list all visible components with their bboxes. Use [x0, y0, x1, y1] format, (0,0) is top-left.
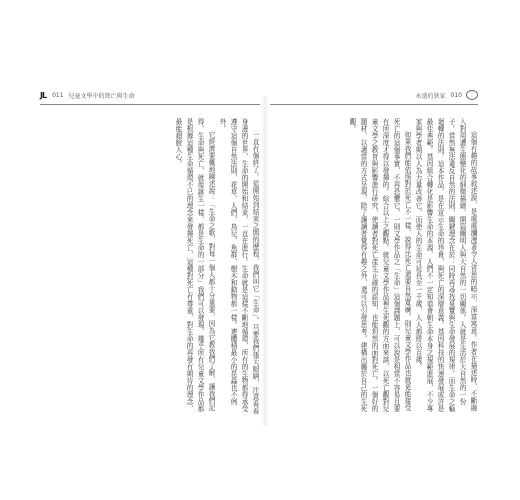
right-running-title: 永遠的狄家: [415, 92, 446, 100]
left-page-number: 011: [52, 91, 64, 99]
publisher-logo: JL: [40, 90, 47, 100]
left-header-rule: [40, 104, 260, 105]
left-page-text: [172, 118, 260, 418]
right-page-number: 010: [450, 91, 462, 99]
left-page: [40, 118, 260, 418]
right-page: [270, 118, 478, 418]
left-running-title: 兒童文學中的死亡與生命: [68, 92, 135, 100]
ornament-icon: [466, 90, 478, 100]
right-paragraph: 這個有趣的故事敘述說，是處處瀰漫著令人省思的暗示，深富寓意。作者在描述時，不斷融入對周遭生態變化的細微描繪，開篇闡明人與大自然的一切關係。人就是生活於大自然的一份子。當然無法違反自然的法則，關鍵理念在於：同時再尋找覓覽與生命發展的規律。而生命之輪迴轉的法則。這本作品，是在宣示生命的珍貴，與死亡的深層意義。基因科技的快速發展或許是最佳典範。基因組合轉化是影響生命的本源，人們不一定知道會朝生命本身之規範進展，不少專家與學者期以人為力量改善它，而使人的生命可延長至一千歲，人人都將以百歲。: [414, 118, 477, 412]
right-page-header: [416, 88, 478, 102]
left-page-header: [40, 88, 135, 102]
right-header-rule: [270, 104, 478, 105]
page-gutter: [262, 96, 268, 426]
right-page-text: [346, 118, 478, 418]
right-paragraph: 如果我們能依照對於死亡不一樣，說得比死亡還要自然寬廣。則兒童文學作品也就更能接受死亡的這個事實，不再恐懼它。一則文學作品之「生命」這個課題上，可以說是相當不容易且要有所深度才得以發揮的。綜合以上之觀點。就兒童文學作品裡生死觀的方面來談，以死亡觀對兒童文學之教育與影響進行研究，使讀者對死亡產生正確的認知，也能坦然的面對死亡。一個好的題材，以適當的方式呈現，除了讓讀者覺得有趣之外，還可以引發思考，建構出屬於自己的生死觀。: [348, 118, 411, 412]
left-paragraph: 它經濟要概地陳述說：「生命之歌，對每一個人都十分重要，因為它教我們了解，讓我們記得，生命與死亡，就像誕生一樣，都是生命的一部分」我們可以發現，幾乎所有兒童文學作品都是根據這種生命循環不已的理念來發揮死亡，這種對死亡有尊重，對生命的再發有期待的理念，最能超脫人心。: [174, 118, 215, 412]
left-paragraph: 一直有個終了。從開始到結束之間的歷程，我們叫它「生命」。只要我們張大眼睛，注意看看身邊的世界，生命的開始和結束，一直在進行。生命就是這樣不斷地循環，所有的生物都得承受遵守這個自然法則，花草、人們、鳥兒、魚群、樹木和動物都一樣。連體積最小的昆蟲也不例外。: [218, 118, 259, 415]
